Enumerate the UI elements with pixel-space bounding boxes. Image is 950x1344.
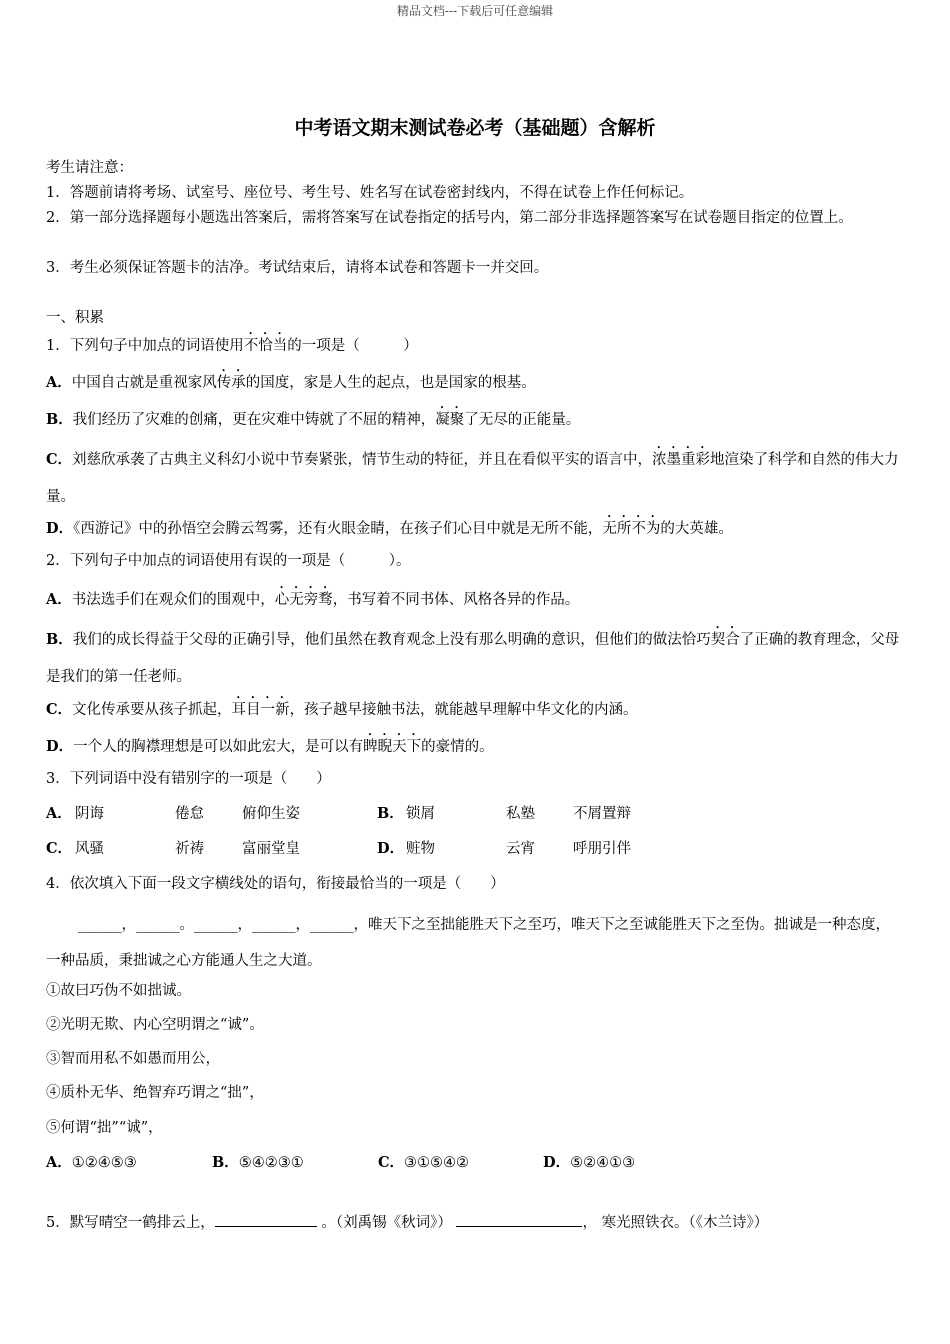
question-1-option-b: B．我们经历了灾难的创痛，更在灾难中铸就了不屈的精神，凝聚了无尽的正能量。	[46, 411, 581, 428]
question-4-passage: ______，______。______，______，______，唯天下之至拙能胜天下之至巧，唯天下之至诚能胜天下之至伪。拙诚是一种态度，一种品质，秉拙诚之心方能通人生之大道。	[46, 917, 890, 969]
question-4-item: ③智而用私不如愚而用公，	[46, 1051, 220, 1067]
question-4-item: ①故曰巧伪不如拙诚。	[46, 983, 191, 999]
question-2-option-a: A．书法选手们在观众们的围观中，心无旁骛，书写着不同书体、风格各异的作品。	[46, 591, 580, 608]
question-5: 5．默写晴空一鹤排云上， 。（刘禹锡《秋词》） ， 寒光照铁衣。（《木兰诗》）	[46, 1211, 768, 1232]
option-d: D．⑤②④①③	[543, 1154, 636, 1171]
question-4-item: ⑤何谓“拙”“诚”，	[46, 1120, 163, 1136]
question-2-option-b: B．我们的成长得益于父母的正确引导，他们虽然在教育观念上没有那么明确的意识，但他们的做法恰巧契合了正确的教育理念，父母是我们的第一任老师。	[46, 631, 900, 685]
question-4-stem: 4．依次填入下面一段文字横线处的语句，衔接最恰当的一项是（ ）	[46, 876, 505, 892]
answer-blank[interactable]	[456, 1212, 582, 1227]
option-a: A．①②④⑤③	[46, 1154, 137, 1171]
question-2-option-d: D．一个人的胸襟理想是可以如此宏大，是可以有睥睨天下的豪情的。	[46, 738, 494, 755]
question-1-stem: 1．下列句子中加点的词语使用不恰当的一项是（ ）	[46, 338, 418, 354]
page-header: 精品文档---下载后可任意编辑	[396, 4, 554, 18]
question-1-option-c: C．刘慈欣承袭了古典主义科幻小说中节奏紧张，情节生动的特征，并且在看似平实的语言中，浓墨重彩地渲染了科学和自然的伟大力量。	[46, 451, 899, 505]
option-c: C．③①⑤④②	[378, 1154, 470, 1171]
answer-blank[interactable]	[215, 1212, 317, 1227]
emphasized-words: 不恰当	[243, 338, 288, 354]
question-3-stem: 3．下列词语中没有错别字的一项是（ ）	[46, 771, 331, 787]
notice-item: 2．第一部分选择题每小题选出答案后，需将答案写在试卷指定的括号内，第二部分非选择题答案写在试卷题目指定的位置上。	[46, 210, 853, 226]
question-4-item: ④质朴无华、绝智弃巧谓之“拙”，	[46, 1085, 264, 1101]
option-b: B．⑤④②③①	[212, 1154, 304, 1171]
question-4-item: ②光明无欺、内心空明谓之“诚”。	[46, 1017, 264, 1033]
question-1-option-a: A．中国自古就是重视家风传承的国度，家是人生的起点，也是国家的根基。	[46, 374, 536, 391]
question-2-stem: 2．下列句子中加点的词语使用有误的一项是（ ）。	[46, 553, 411, 569]
section-heading: 一、积累	[46, 310, 104, 326]
page-title: 中考语文期末测试卷必考（基础题）含解析	[294, 117, 656, 139]
question-1-option-d: D．《西游记》中的孙悟空会腾云驾雾，还有火眼金睛，在孩子们心目中就是无所不能，无所不为的大英雄。	[46, 520, 733, 537]
question-2-option-c: C．文化传承要从孩子抓起，耳目一新，孩子越早接触书法，就能越早理解中华文化的内涵。	[46, 701, 638, 718]
notice-heading: 考生请注意：	[46, 160, 133, 176]
notice-item: 1．答题前请将考场、试室号、座位号、考生号、姓名写在试卷密封线内，不得在试卷上作任何标记。	[46, 185, 694, 201]
notice-item: 3．考生必须保证答题卡的洁净。考试结束后，请将本试卷和答题卡一并交回。	[46, 260, 549, 276]
